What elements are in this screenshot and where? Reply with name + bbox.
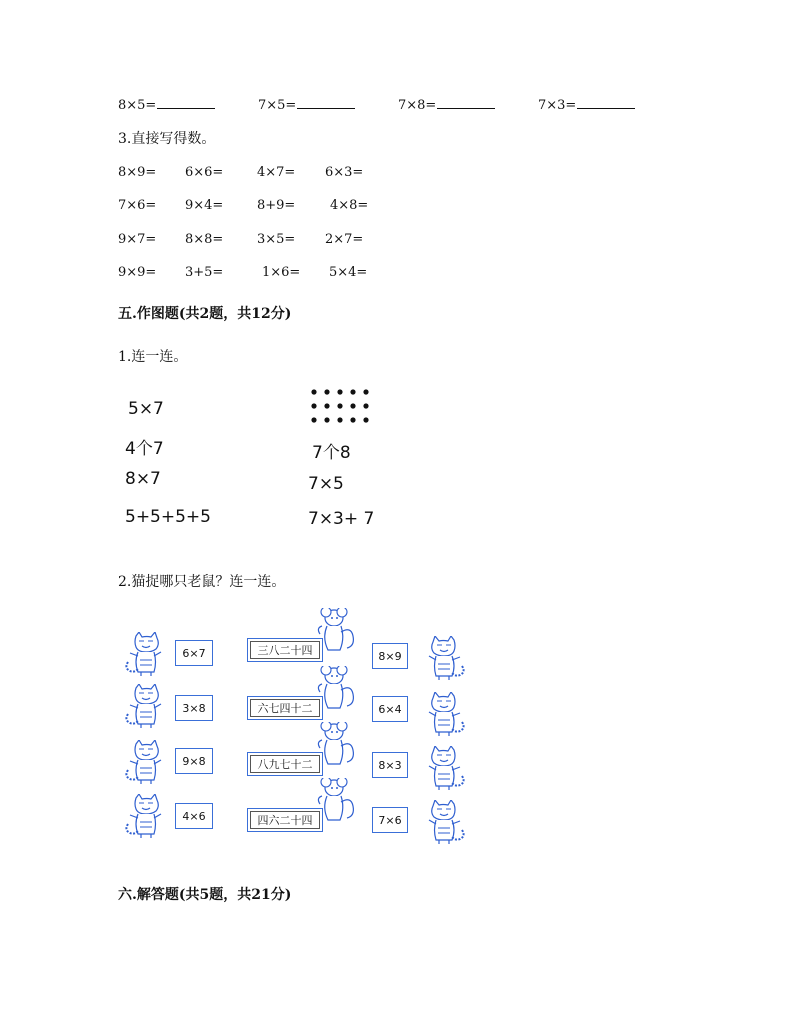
match-left-item[interactable]: 4个7 — [125, 439, 164, 459]
q3-cell: 4×8= — [330, 198, 369, 213]
left-equation-box[interactable]: 9×8 — [175, 748, 213, 774]
q3-cell: 9×7= — [118, 232, 157, 247]
top-equation-4 — [538, 96, 635, 113]
cat-icon — [426, 636, 466, 680]
cat-icon — [124, 632, 164, 676]
q3-cell: 8+9= — [257, 198, 296, 213]
mouse-label: 四六二十四 — [250, 811, 320, 829]
q3-cell: 2×7= — [325, 232, 364, 247]
q3-cell: 3+5= — [185, 265, 224, 280]
q3-cell: 9×9= — [118, 265, 157, 280]
match-left-item[interactable]: 5+5+5+5 — [125, 507, 211, 527]
cat-icon — [124, 684, 164, 728]
equation-text: 7×3= — [538, 98, 577, 113]
mouse-label: 八九七十二 — [250, 755, 320, 773]
right-equation-box[interactable]: 8×9 — [372, 643, 408, 669]
answer-blank[interactable] — [297, 96, 355, 109]
cat-icon — [124, 794, 164, 838]
match-right-item[interactable]: 7×5 — [308, 474, 344, 494]
q3-title: 3.直接写得数。 — [118, 131, 216, 147]
q3-cell: 5×4= — [329, 265, 368, 280]
dot-array[interactable] — [308, 386, 374, 430]
answer-blank[interactable] — [577, 96, 635, 109]
match-left-item[interactable]: 5×7 — [128, 399, 164, 419]
right-equation-box[interactable]: 6×4 — [372, 696, 408, 722]
q3-cell: 3×5= — [257, 232, 296, 247]
q3-cell: 4×7= — [257, 165, 296, 180]
cat-icon — [426, 746, 466, 790]
s5-q2-title: 2.猫捉哪只老鼠？连一连。 — [118, 574, 286, 590]
q3-cell: 1×6= — [262, 265, 301, 280]
match-right-item[interactable]: 7×3+ 7 — [308, 509, 375, 529]
match-right-item[interactable]: 7个8 — [312, 443, 351, 463]
q3-cell: 6×6= — [185, 165, 224, 180]
cat-icon — [124, 740, 164, 784]
mouse-icon — [310, 722, 356, 770]
top-equation-1 — [118, 96, 215, 113]
equation-text: 7×5= — [258, 98, 297, 113]
cat-icon — [426, 692, 466, 736]
q3-cell: 7×6= — [118, 198, 157, 213]
equation-text: 7×8= — [398, 98, 437, 113]
answer-blank[interactable] — [157, 96, 215, 109]
answer-blank[interactable] — [437, 96, 495, 109]
left-equation-box[interactable]: 6×7 — [175, 640, 213, 666]
q3-cell: 9×4= — [185, 198, 224, 213]
section5-heading: 五.作图题(共2题，共12分) — [118, 306, 292, 322]
mouse-label: 六七四十二 — [250, 699, 320, 717]
top-equation-3 — [398, 96, 495, 113]
top-equation-2 — [258, 96, 355, 113]
left-equation-box[interactable]: 3×8 — [175, 695, 213, 721]
cat-icon — [426, 800, 466, 844]
mouse-icon — [310, 778, 356, 826]
right-equation-box[interactable]: 7×6 — [372, 807, 408, 833]
q3-cell: 6×3= — [325, 165, 364, 180]
q3-cell: 8×8= — [185, 232, 224, 247]
mouse-icon — [310, 608, 356, 656]
right-equation-box[interactable]: 8×3 — [372, 752, 408, 778]
equation-text: 8×5= — [118, 98, 157, 113]
mouse-label: 三八二十四 — [250, 641, 320, 659]
left-equation-box[interactable]: 4×6 — [175, 803, 213, 829]
q3-cell: 8×9= — [118, 165, 157, 180]
section6-heading: 六.解答题(共5题，共21分) — [118, 887, 292, 903]
match-left-item[interactable]: 8×7 — [125, 469, 161, 489]
s5-q1-title: 1.连一连。 — [118, 349, 188, 365]
mouse-icon — [310, 666, 356, 714]
